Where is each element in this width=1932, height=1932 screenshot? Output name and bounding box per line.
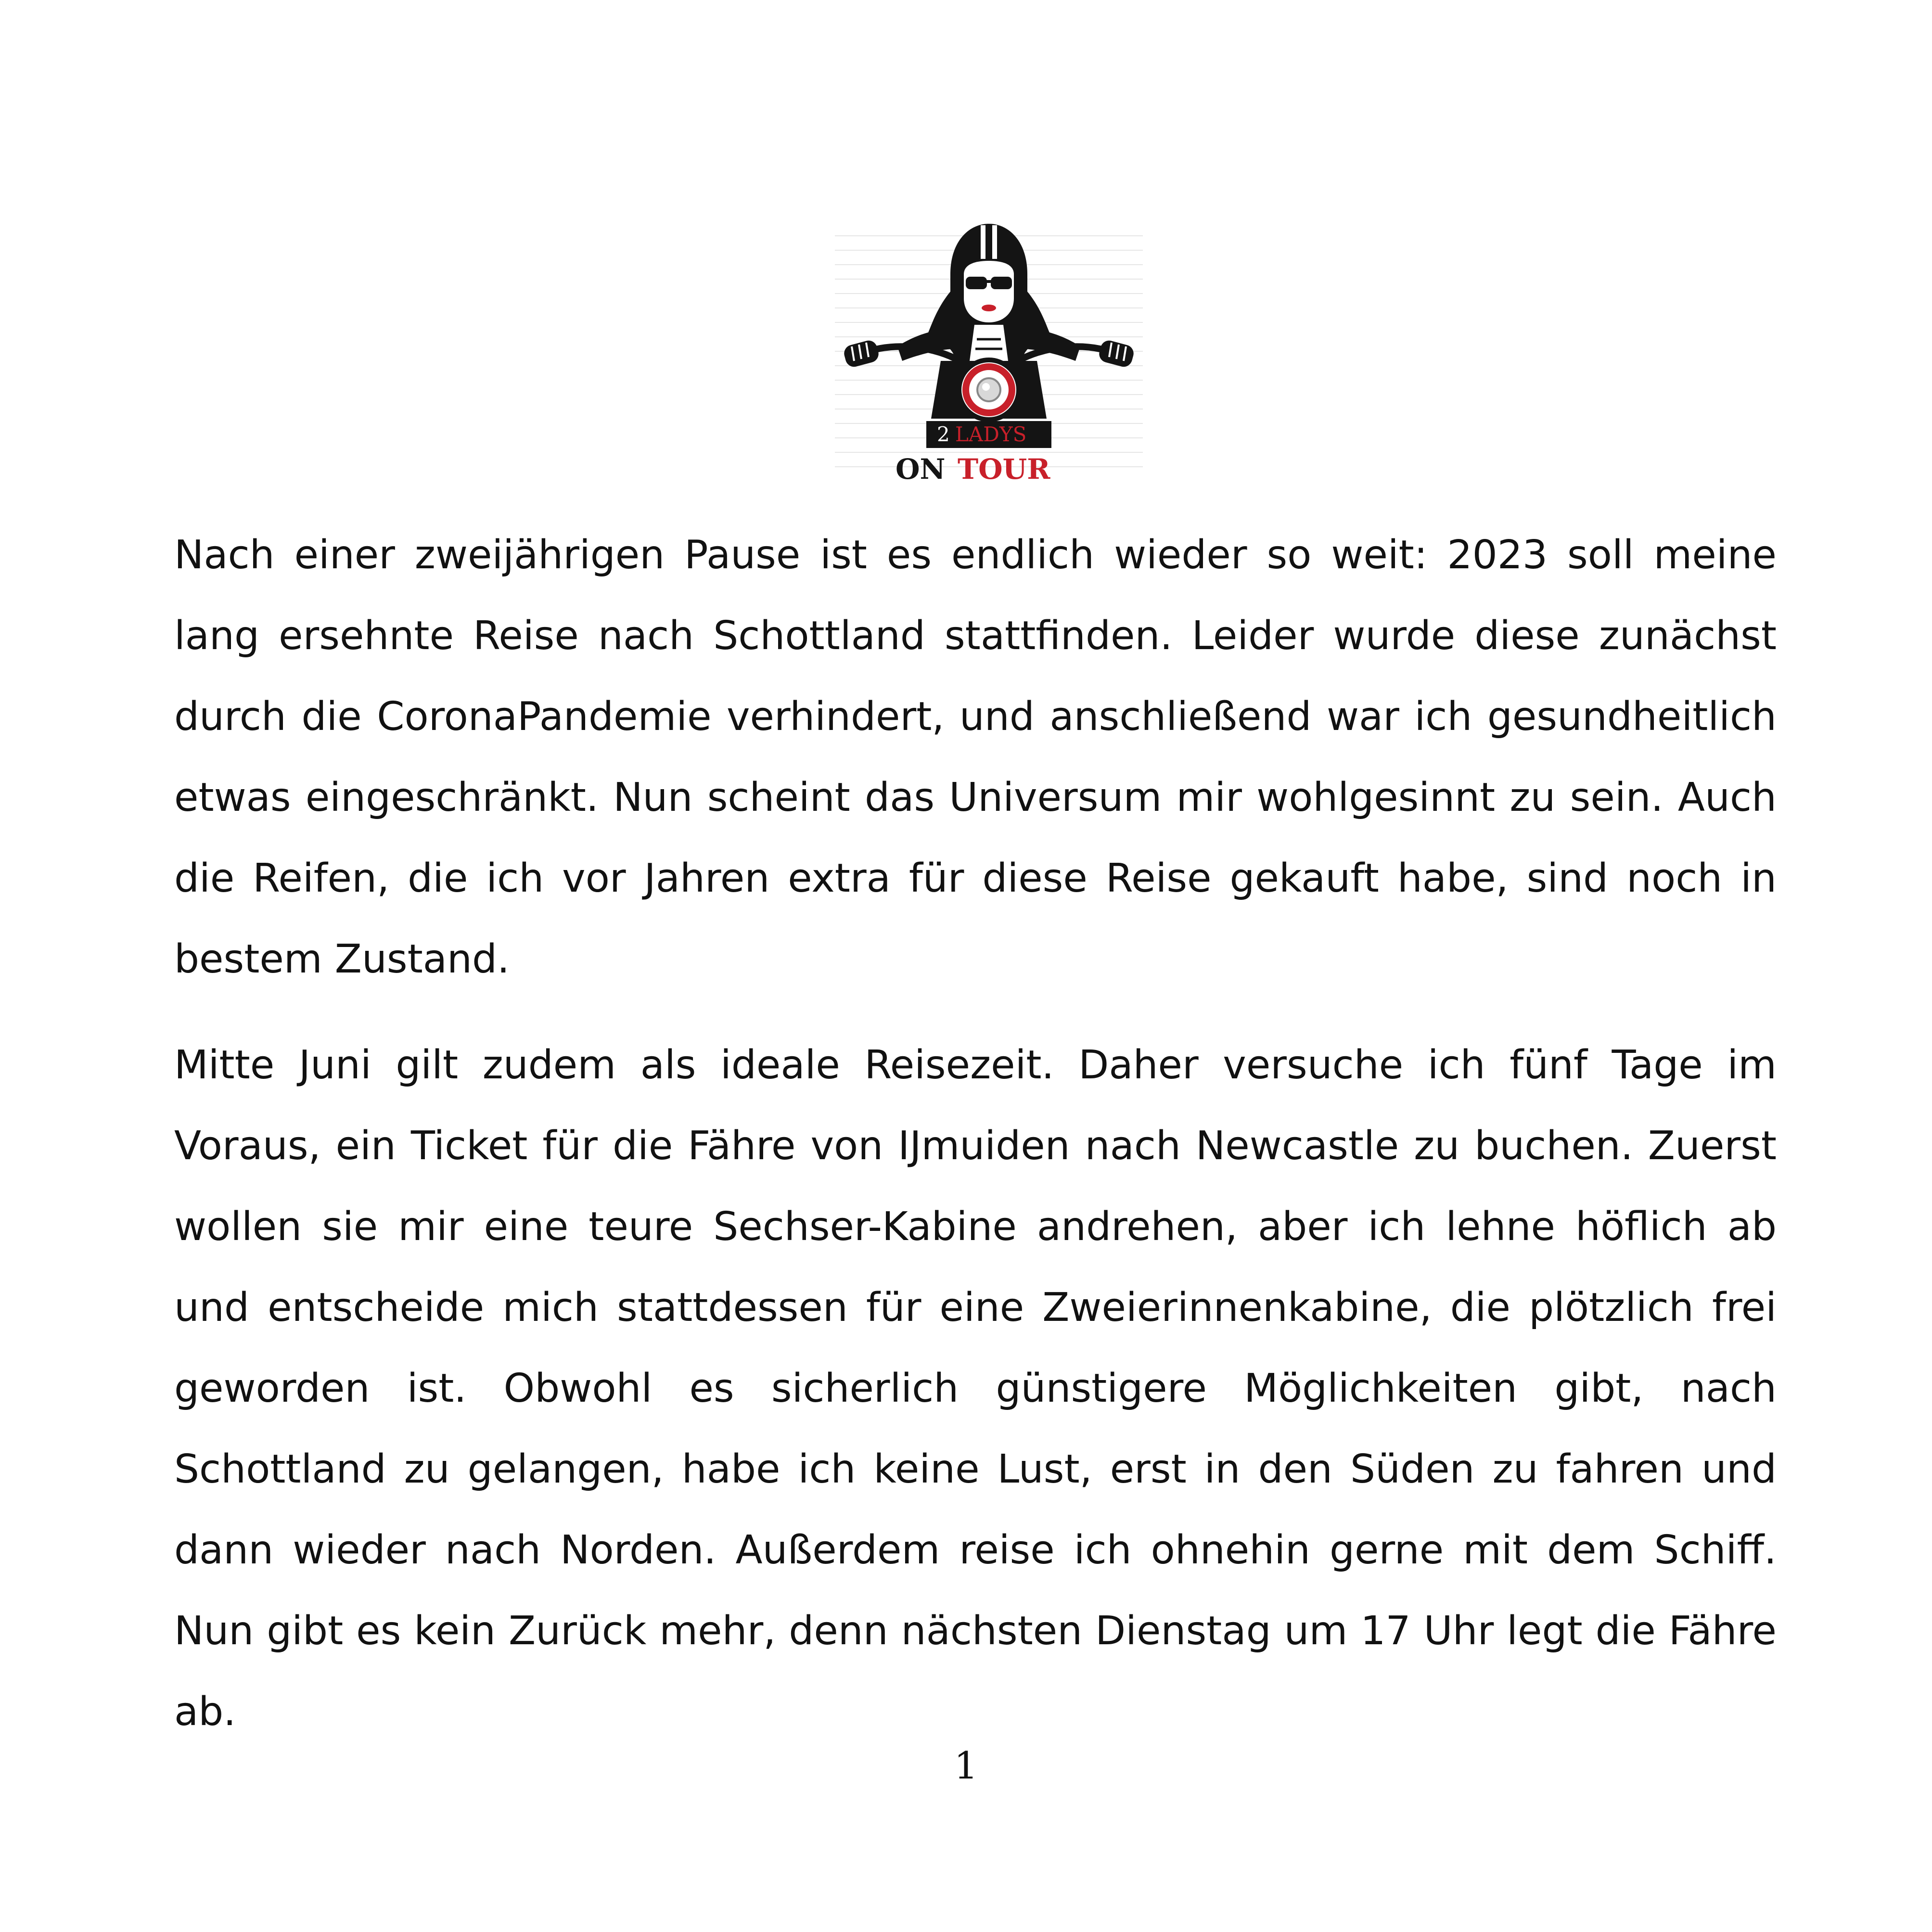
- brand-logo: [835, 217, 1143, 486]
- paragraph-1: Nach einer zweijährigen Pause ist es endlich wieder so weit: 2023 soll meine lang ersehnte Reise nach Schottland stattfinden. Leider wurde diese zunächst durch die CoronaPandemie verhindert, und anschließend war ich gesundheitlich etwas eingeschränkt. Nun scheint das Universum mir wohlgesinnt zu sein. Auch die Reifen, die ich vor Jahren extra für diese Reise gekauft habe, sind noch in bestem Zustand.: [174, 532, 1777, 982]
- logo-word-tour: TOUR: [958, 453, 1050, 486]
- logo-word-on: ON: [896, 453, 946, 486]
- paragraph-2: Mitte Juni gilt zudem als ideale Reisezeit. Daher versuche ich fünf Tage im Voraus, ein Ticket für die Fähre von IJmuiden nach Newcastle zu buchen. Zuerst wollen sie mir eine teure Sechser-Kabine andrehen, aber ich lehne höflich ab und entscheide mich stattdessen für eine Zweierinnenkabine, die plötzlich frei geworden ist. Obwohl es sicherlich günstigere Möglichkeiten gibt, nach Schottland zu gelangen, habe ich keine Lust, erst in den Süden zu fahren und dann wieder nach Norden. Außerdem reise ich ohnehin gerne mit dem Schiff. Nun gibt es kein Zurück mehr, denn nächsten Dienstag um 17 Uhr legt die Fähre ab.: [174, 1042, 1777, 1735]
- motorcycle-rider-logo-icon: [835, 217, 1143, 486]
- article-body: [174, 515, 1777, 1778]
- page-number: 1: [954, 1744, 978, 1788]
- logo-word-ladys: LADYS: [955, 422, 1027, 446]
- logo-number: 2: [937, 422, 950, 446]
